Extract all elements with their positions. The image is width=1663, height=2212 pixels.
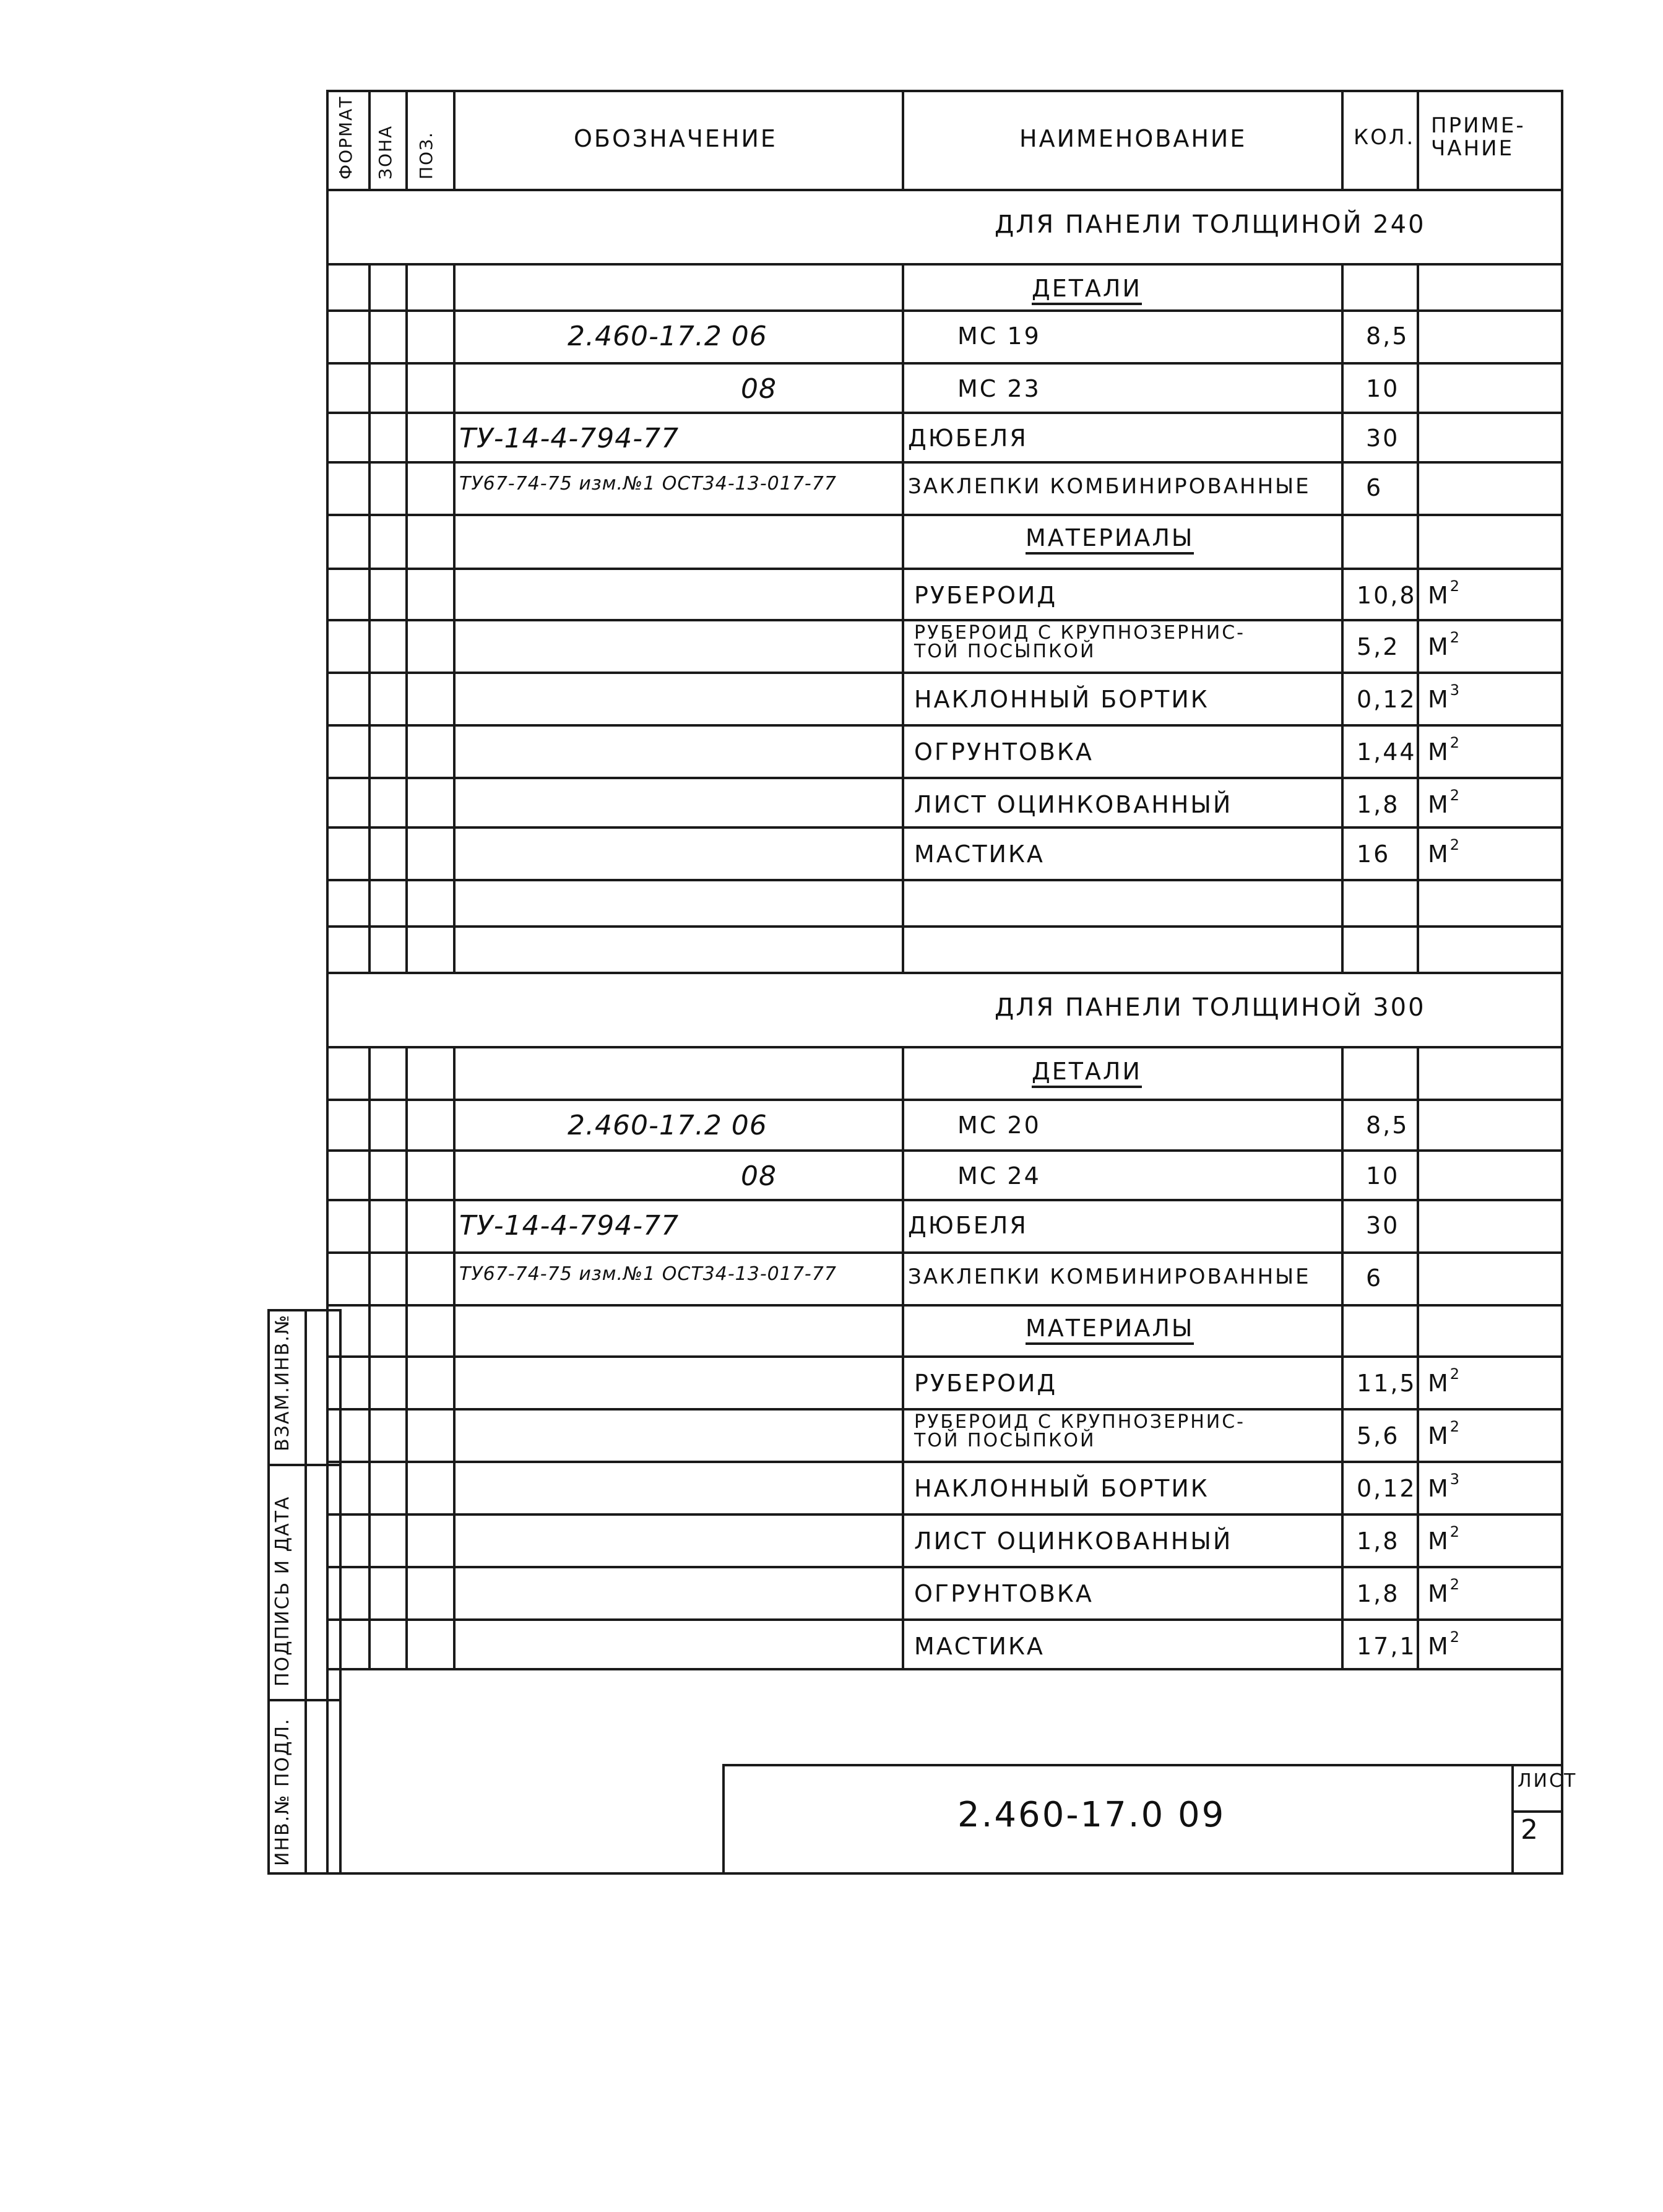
material-qty: 1,8 [1357,1527,1400,1555]
table-rule [326,461,1561,464]
table-rule [902,263,904,972]
detail-name: ДЮБЕЛЯ [908,1212,1028,1239]
material-unit: $М^3$ [1428,681,1462,713]
material-qty: 10,8 [1357,582,1417,609]
material-unit: $М^2$ [1428,734,1462,766]
detail-name: МС 19 [957,322,1041,350]
table-rule [326,568,1561,570]
detail-designation: 2.460-17.2 06 [568,1110,767,1141]
table-rule [326,1355,1561,1358]
materials-heading: МАТЕРИАЛЫ [1026,526,1194,555]
designation-col-header: ОБОЗНАЧЕНИЕ [574,125,777,152]
detail-designation: 2.460-17.2 06 [568,321,767,352]
signature-date-label: ПОДПИСЬ И ДАТА [272,1495,293,1687]
unit-exponent: 2 [1449,1576,1462,1593]
material-qty: 0,12 [1357,1475,1417,1502]
detail-name: ЗАКЛЕПКИ КОМБИНИРОВАННЫЕ [908,1264,1311,1289]
material-name: РУБЕРОИД [914,582,1058,609]
table-rule [722,1764,1561,1766]
table-rule [326,362,1561,365]
table-rule [1511,1764,1514,1875]
table-rule [326,1461,1561,1463]
unit-exponent: 2 [1449,1628,1462,1646]
material-name: ОГРУНТОВКА [914,738,1094,766]
material-name: ОГРУНТОВКА [914,1580,1094,1607]
table-rule [326,972,1561,974]
table-rule [405,263,408,972]
material-name: НАКЛОННЫЙ БОРТИК [914,686,1209,713]
material-name: ЛИСТ ОЦИНКОВАННЫЙ [914,1527,1233,1555]
table-rule [326,1046,1561,1048]
material-unit: $М^2$ [1428,787,1462,818]
detail-qty: 6 [1366,474,1383,501]
material-unit: $М^2$ [1428,836,1462,868]
table-rule [722,1764,725,1872]
detail-qty: 10 [1366,1162,1400,1190]
sheet-number: 2 [1521,1814,1540,1846]
table-rule [326,189,1561,191]
table-rule [1417,1046,1419,1668]
table-rule [405,90,408,189]
detail-qty: 30 [1366,425,1400,452]
table-rule [326,1618,1561,1621]
detail-qty: 8,5 [1366,322,1409,350]
unit-exponent: 2 [1449,577,1462,595]
material-name: РУБЕРОИД [914,1370,1058,1397]
table-rule [1341,90,1344,189]
section-title: ДЛЯ ПАНЕЛИ ТОЛЩИНОЙ 300 [995,993,1426,1022]
replaced-inv-label: ВЗАМ.ИНВ.№ [272,1313,293,1451]
material-unit: $М^2$ [1428,1418,1462,1449]
material-name: РУБЕРОИД С КРУПНОЗЕРНИС- ТОЙ ПОСЫПКОЙ [914,1411,1245,1451]
detail-qty: 8,5 [1366,1112,1409,1139]
detail-name: ЗАКЛЕПКИ КОМБИНИРОВАННЫЕ [908,474,1311,499]
detail-designation: ТУ67-74-75 изм.№1 ОСТ34-13-017-77 [459,1263,837,1285]
table-rule [1341,263,1344,972]
section-title: ДЛЯ ПАНЕЛИ ТОЛЩИНОЙ 240 [995,210,1426,239]
table-rule [326,1099,1561,1101]
material-qty: 1,44 [1357,738,1417,766]
table-rule [326,1251,1561,1254]
detail-qty: 30 [1366,1212,1400,1239]
detail-designation: 08 [741,1160,777,1192]
detail-designation: 08 [741,373,777,405]
inv-original-label: ИНВ.№ ПОДЛ. [272,1717,293,1866]
table-rule [1417,263,1419,972]
material-qty: 5,6 [1357,1422,1400,1449]
unit-exponent: 2 [1449,1523,1462,1540]
material-name: РУБЕРОИД С КРУПНОЗЕРНИС- ТОЙ ПОСЫПКОЙ [914,622,1245,662]
material-unit: $М^3$ [1428,1471,1462,1502]
table-rule [368,1046,371,1668]
table-rule [326,1408,1561,1411]
material-unit: $М^2$ [1428,1523,1462,1555]
material-unit: $М^2$ [1428,1365,1462,1397]
material-qty: 5,2 [1357,633,1400,660]
material-name: МАСТИКА [914,840,1045,868]
qty-col-header: КОЛ. [1354,125,1415,150]
table-rule [326,90,1561,92]
table-rule [1561,90,1563,1875]
unit-exponent: 2 [1449,787,1462,804]
detail-designation: ТУ-14-4-794-77 [459,423,680,454]
unit-exponent: 3 [1449,681,1462,699]
table-rule [326,1566,1561,1568]
table-rule [326,263,1561,266]
detail-designation: ТУ-14-4-794-77 [459,1210,680,1242]
table-rule [1511,1810,1561,1813]
material-qty: 17,1 [1357,1633,1417,1660]
detail-name: ДЮБЕЛЯ [908,425,1028,452]
table-rule [326,724,1561,727]
table-rule [326,412,1561,414]
material-unit: $М^2$ [1428,577,1462,609]
zone-col-label: ЗОНА [375,124,395,179]
table-rule [902,90,904,189]
material-qty: 1,8 [1357,791,1400,818]
material-unit: $М^2$ [1428,629,1462,660]
material-unit: $М^2$ [1428,1628,1462,1660]
table-rule [368,263,371,972]
material-qty: 11,5 [1357,1370,1417,1397]
table-rule [326,514,1561,516]
detail-name: МС 24 [957,1162,1041,1190]
table-rule [326,1304,1561,1307]
table-rule [326,1513,1561,1516]
unit-exponent: 2 [1449,836,1462,853]
materials-heading: МАТЕРИАЛЫ [1026,1316,1194,1345]
material-qty: 16 [1357,840,1391,868]
material-qty: 0,12 [1357,686,1417,713]
stamp-rule [305,1309,307,1875]
drawing-frame [272,90,1578,1877]
unit-exponent: 2 [1449,734,1462,751]
table-rule [326,925,1561,928]
format-col-label: ФОРМАТ [335,95,356,179]
table-rule [326,672,1561,674]
material-name: МАСТИКА [914,1633,1045,1660]
table-rule [902,1046,904,1668]
material-qty: 1,8 [1357,1580,1400,1607]
table-rule [326,1149,1561,1152]
table-rule [405,1046,408,1668]
detail-qty: 10 [1366,375,1400,402]
table-rule [453,90,456,189]
table-rule [326,1872,1561,1875]
note-col-header: ПРИМЕ- ЧАНИЕ [1431,113,1526,162]
material-unit: $М^2$ [1428,1576,1462,1607]
table-rule [326,826,1561,829]
details-heading: ДЕТАЛИ [1032,277,1142,305]
unit-exponent: 3 [1449,1471,1462,1488]
table-rule [1341,1046,1344,1668]
detail-designation: ТУ67-74-75 изм.№1 ОСТ34-13-017-77 [459,473,837,495]
unit-exponent: 2 [1449,1365,1462,1383]
details-heading: ДЕТАЛИ [1032,1060,1142,1088]
name-col-header: НАИМЕНОВАНИЕ [1019,125,1247,152]
detail-name: МС 20 [957,1112,1041,1139]
table-rule [453,1046,456,1668]
unit-exponent: 2 [1449,629,1462,646]
table-rule [1417,90,1419,189]
material-name: ЛИСТ ОЦИНКОВАННЫЙ [914,791,1233,818]
unit-exponent: 2 [1449,1418,1462,1435]
table-rule [326,879,1561,881]
material-name: НАКЛОННЫЙ БОРТИК [914,1475,1209,1502]
table-rule [326,619,1561,621]
table-rule [326,1668,1561,1670]
table-rule [453,263,456,972]
table-rule [368,90,371,189]
detail-name: МС 23 [957,375,1041,402]
document-code: 2.460-17.0 09 [957,1795,1226,1835]
pos-col-label: ПОЗ. [416,131,436,179]
table-rule [326,1199,1561,1201]
table-rule [326,309,1561,312]
table-rule [326,777,1561,779]
detail-qty: 6 [1366,1264,1383,1292]
sheet-label: ЛИСТ [1518,1770,1578,1792]
